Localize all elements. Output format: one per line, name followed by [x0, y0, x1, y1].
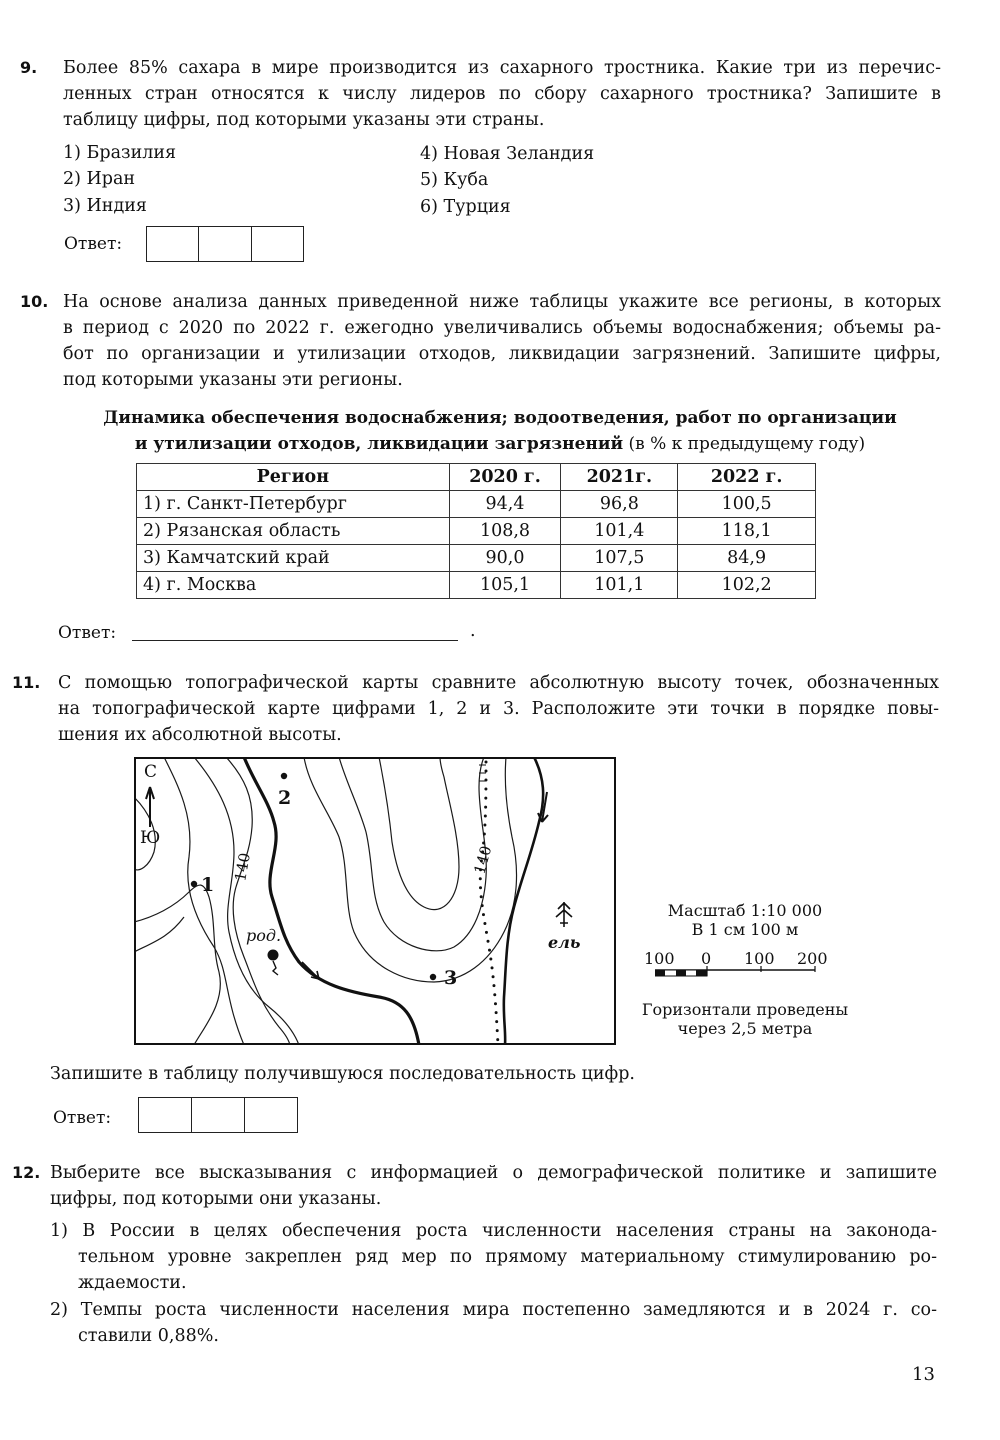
table-caption-line-2: [60, 431, 940, 457]
spring-outflow: [273, 961, 278, 975]
region-table: [136, 463, 816, 599]
question-11-line: С помощью топографической карты сравните абсолютную высоту точек, обозначенных: [58, 673, 939, 693]
statement-2-line: 2) Темпы роста численности населения мира постепенно замедляются и в 2024 г. со-: [50, 1300, 937, 1320]
point-2-marker: [281, 773, 287, 779]
table-cell: 102,2: [678, 572, 816, 599]
table-cell: 100,5: [678, 491, 816, 518]
contour-label-140: 140: [231, 851, 254, 883]
option-9-5: 5) Куба: [420, 170, 489, 190]
answer-9-cell[interactable]: [199, 227, 251, 261]
tree-label: ель: [548, 933, 581, 952]
contour-line: [134, 917, 184, 952]
scale-tick-label: 100: [644, 949, 675, 968]
scale-bar-segment: [676, 970, 686, 976]
question-10-text: [63, 289, 941, 393]
answer-9-box[interactable]: [146, 226, 304, 262]
point-1-marker: [191, 881, 197, 887]
answer-9-cell[interactable]: [252, 227, 303, 261]
header-region: Регион: [137, 464, 450, 491]
option-9-2: 2) Иран: [63, 169, 136, 189]
scale-bar-segment: [696, 970, 707, 976]
question-12-line: Выберите все высказывания с информацией о демографической политике и запишите: [50, 1163, 937, 1183]
contour-line: [164, 757, 244, 1045]
table-cell: 84,9: [678, 545, 816, 572]
option-9-6: 6) Турция: [420, 197, 511, 217]
flow-arrow-icon: [302, 962, 319, 979]
question-10-line: в период с 2020 по 2022 г. ежегодно увеличивались объемы водоснабжения; объемы ра-: [63, 318, 941, 338]
header-2021: 2021г.: [561, 464, 678, 491]
table-cell: 101,4: [561, 518, 678, 545]
point-1-label: 1: [201, 874, 215, 896]
question-10-line: На основе анализа данных приведенной ниже таблицы укажите все регионы, в которых: [63, 292, 941, 312]
table-cell: 4) г. Москва: [137, 572, 450, 599]
spring-icon: [268, 950, 279, 961]
table-caption: [60, 405, 940, 457]
answer-11-label: Ответ:: [53, 1108, 112, 1128]
question-10-number: 10.: [20, 292, 49, 311]
table-cell: 94,4: [449, 491, 561, 518]
table-cell: 1) г. Санкт-Петербург: [137, 491, 450, 518]
table-row: [137, 545, 816, 572]
table-caption-line-1: Динамика обеспечения водоснабжения; водоотведения, работ по организации: [103, 408, 897, 428]
answer-11-box[interactable]: [138, 1097, 298, 1133]
north-label: С: [144, 762, 158, 782]
statement-1: [50, 1218, 937, 1296]
contour-line: [379, 757, 459, 910]
option-9-3: 3) Индия: [63, 196, 147, 216]
table-row: [137, 572, 816, 599]
question-10-line: под которыми указаны эти регионы.: [63, 370, 403, 390]
scale-title: Масштаб 1:10 000: [667, 901, 823, 920]
question-12-line: цифры, под которыми они указаны.: [50, 1189, 382, 1209]
page-number: 13: [912, 1364, 935, 1385]
topographic-map: [134, 757, 616, 1045]
scale-legend: [640, 901, 850, 939]
question-9-line: Более 85% сахара в мире производится из сахарного тростника. Какие три из перечис-: [63, 58, 941, 78]
question-11-instruction: Запишите в таблицу получившуюся последовательность цифр.: [50, 1064, 635, 1084]
answer-10-period: .: [470, 621, 476, 641]
answer-11-cell[interactable]: [139, 1098, 192, 1132]
contour-label-140: 140: [470, 843, 496, 877]
table-cell: 101,1: [561, 572, 678, 599]
trail-dotted-line: [480, 762, 498, 1045]
answer-10-label: Ответ:: [58, 623, 117, 643]
river-right: [504, 757, 543, 1045]
table-cell: 90,0: [449, 545, 561, 572]
statement-2: [50, 1297, 937, 1349]
answer-9-label: Ответ:: [64, 234, 123, 254]
table-cell: 3) Камчатский край: [137, 545, 450, 572]
scale-tick-label: 0: [701, 949, 712, 968]
point-3-label: 3: [444, 967, 458, 989]
south-label: Ю: [140, 828, 161, 848]
spring-label: род.: [246, 926, 282, 945]
option-9-4: 4) Новая Зеландия: [420, 144, 595, 164]
answer-10-line[interactable]: [132, 640, 458, 641]
statement-1-line: 1) В России в целях обеспечения роста численности населения страны на законода-: [50, 1221, 937, 1241]
question-9-text: [63, 55, 941, 133]
question-9-line: таблицу цифры, под которыми указаны эти страны.: [63, 110, 545, 130]
question-10-line: бот по организации и утилизации отходов, ликвидации загрязнений. Запишите цифры,: [63, 344, 941, 364]
table-caption-unit: (в % к предыдущему году): [623, 434, 866, 454]
answer-9-cell[interactable]: [147, 227, 199, 261]
question-11-line: шения их абсолютной высоты.: [58, 725, 342, 745]
statement-2-line: ставили 0,88%.: [78, 1326, 219, 1346]
slope-hatch: [479, 765, 486, 781]
question-11-text: [58, 670, 939, 748]
answer-11-cell[interactable]: [245, 1098, 297, 1132]
header-2022: 2022 г.: [678, 464, 816, 491]
point-2-label: 2: [278, 787, 292, 809]
contour-interval-note: [630, 1000, 860, 1038]
header-2020: 2020 г.: [449, 464, 561, 491]
table-cell: 105,1: [449, 572, 561, 599]
table-row: [137, 518, 816, 545]
table-cell: 107,5: [561, 545, 678, 572]
scale-subtitle: В 1 см 100 м: [691, 920, 799, 939]
option-9-1: 1) Бразилия: [63, 143, 177, 163]
question-12-text: [50, 1160, 937, 1212]
statement-1-line: тельном уровне закреплен ряд мер по прямому материальному стимулированию ро-: [78, 1247, 937, 1267]
question-9-number: 9.: [20, 58, 38, 77]
statement-1-line: ждаемости.: [78, 1273, 187, 1293]
table-cell: 2) Рязанская область: [137, 518, 450, 545]
scale-tick-label: 200: [797, 949, 828, 968]
table-cell: 118,1: [678, 518, 816, 545]
spruce-tree-icon: [556, 902, 572, 927]
question-9-line: ленных стран относятся к числу лидеров по сбору сахарного тростника? Запишите в: [63, 84, 941, 104]
table-header-row: [137, 464, 816, 491]
scale-tick-label: 100: [744, 949, 775, 968]
question-11-number: 11.: [12, 673, 41, 692]
question-11-line: на топографической карте цифрами 1, 2 и 3. Расположите эти точки в порядке повы-: [58, 699, 939, 719]
answer-11-cell[interactable]: [192, 1098, 245, 1132]
contour-note-line: через 2,5 метра: [677, 1019, 813, 1038]
point-3-marker: [430, 974, 436, 980]
contour-line: [339, 757, 486, 951]
scale-bar: [655, 966, 820, 980]
river: [244, 757, 419, 1045]
table-cell: 108,8: [449, 518, 561, 545]
question-12-number: 12.: [12, 1163, 41, 1182]
scale-bar-segment: [655, 970, 665, 976]
table-row: [137, 491, 816, 518]
contour-line: [134, 885, 220, 1045]
table-cell: 96,8: [561, 491, 678, 518]
north-arrow-icon: [146, 787, 154, 827]
table-caption-bold: и утилизации отходов, ликвидации загрязнений: [134, 434, 624, 454]
contour-note-line: Горизонтали проведены: [641, 1000, 849, 1019]
